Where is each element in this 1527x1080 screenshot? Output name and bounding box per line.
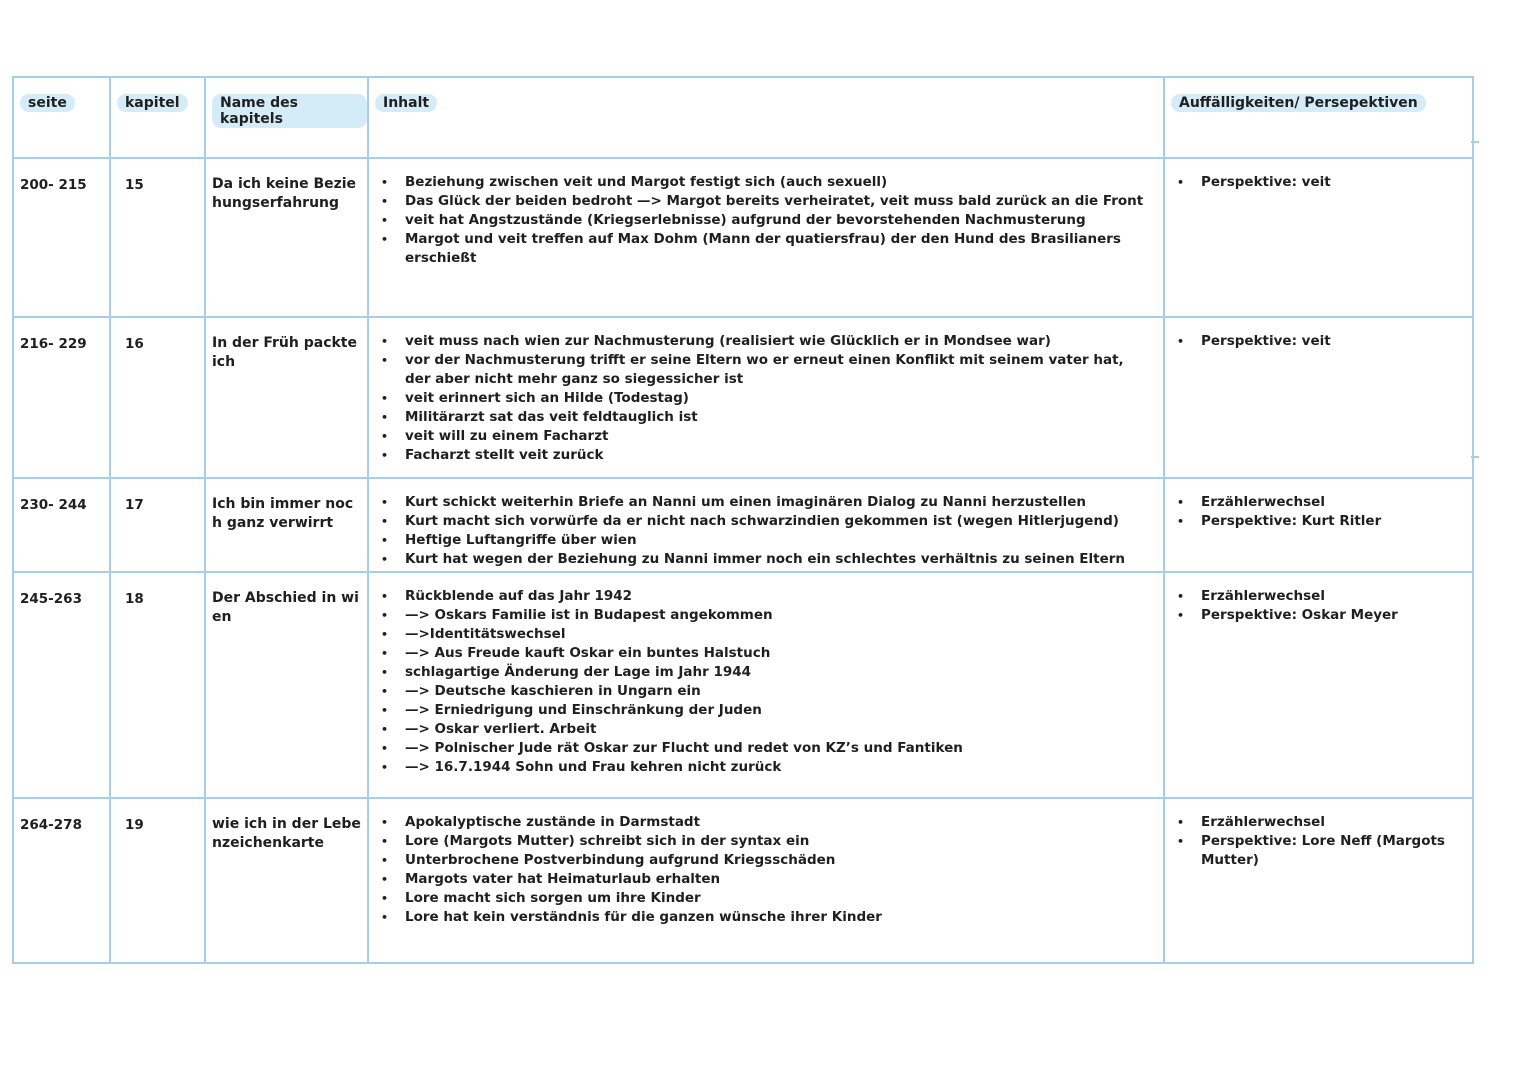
cell-kapitel: 15 — [110, 158, 205, 317]
header-row — [13, 77, 1473, 158]
list-item: • Lore macht sich sorgen um ihre Kinder — [381, 889, 1153, 908]
table-row — [13, 317, 1473, 478]
table-row — [13, 478, 1473, 572]
list-item: • —>Identitätswechsel — [381, 625, 1153, 644]
cell-name: Da ich keine Beziehungserfahrung — [205, 158, 368, 317]
perspective-list — [1177, 173, 1462, 192]
list-item: • Kurt macht sich vorwürfe da er nicht nach schwarzindien gekommen ist (wegen Hitlerjugend) — [381, 512, 1153, 531]
list-item: • Beziehung zwischen veit und Margot festigt sich (auch sexuell) — [381, 173, 1153, 192]
cell-name: Ich bin immer noch ganz verwirrt — [205, 478, 368, 572]
inhalt-list — [381, 493, 1153, 569]
table-row — [13, 158, 1473, 317]
perspective-list — [1177, 813, 1462, 870]
perspective-list — [1177, 332, 1462, 351]
list-item: • vor der Nachmusterung trifft er seine Eltern wo er erneut einen Konflikt mit seinem vater hat, der aber nicht mehr ganz so siegessicher ist — [381, 351, 1153, 389]
header-seite: seite — [13, 77, 110, 158]
list-item: • Erzählerwechsel — [1177, 493, 1462, 512]
list-item: • Kurt hat wegen der Beziehung zu Nanni immer noch ein schlechtes verhältnis zu seinen Eltern — [381, 550, 1153, 569]
list-item: • Rückblende auf das Jahr 1942 — [381, 587, 1153, 606]
cell-auffaelligkeiten — [1164, 317, 1473, 478]
list-item: • —> Oskars Familie ist in Budapest angekommen — [381, 606, 1153, 625]
cell-kapitel: 17 — [110, 478, 205, 572]
cell-auffaelligkeiten — [1164, 158, 1473, 317]
table-row — [13, 572, 1473, 798]
header-inhalt: Inhalt — [368, 77, 1164, 158]
list-item: • Lore hat kein verständnis für die ganzen wünsche ihrer Kinder — [381, 908, 1153, 927]
inhalt-list — [381, 332, 1153, 465]
header-auffaelligkeiten: Auffälligkeiten/ Persepektiven — [1164, 77, 1473, 158]
cell-inhalt — [368, 317, 1164, 478]
table-border-tick — [1471, 456, 1479, 458]
list-item: • schlagartige Änderung der Lage im Jahr 1944 — [381, 663, 1153, 682]
list-item: • —> Oskar verliert. Arbeit — [381, 720, 1153, 739]
list-item: • Perspektive: veit — [1177, 332, 1462, 351]
list-item: • Margot und veit treffen auf Max Dohm (Mann der quatiersfrau) der den Hund des Brasilianers erschießt — [381, 230, 1153, 268]
cell-auffaelligkeiten — [1164, 478, 1473, 572]
inhalt-list — [381, 173, 1153, 268]
list-item: • —> Aus Freude kauft Oskar ein buntes Halstuch — [381, 644, 1153, 663]
cell-name: Der Abschied in wien — [205, 572, 368, 798]
perspective-list — [1177, 587, 1462, 625]
table-border-tick — [1471, 141, 1479, 143]
list-item: • —> Polnischer Jude rät Oskar zur Flucht und redet von KZ’s und Fantiken — [381, 739, 1153, 758]
list-item: • Erzählerwechsel — [1177, 587, 1462, 606]
table-row — [13, 798, 1473, 963]
list-item: • —> 16.7.1944 Sohn und Frau kehren nicht zurück — [381, 758, 1153, 777]
list-item: • Perspektive: Lore Neff (Margots Mutter) — [1177, 832, 1462, 870]
list-item: • Heftige Luftangriffe über wien — [381, 531, 1153, 550]
list-item: • veit will zu einem Facharzt — [381, 427, 1153, 446]
cell-inhalt — [368, 798, 1164, 963]
cell-seite: 264-278 — [13, 798, 110, 963]
list-item: • Facharzt stellt veit zurück — [381, 446, 1153, 465]
cell-kapitel: 16 — [110, 317, 205, 478]
list-item: • Das Glück der beiden bedroht —> Margot bereits verheiratet, veit muss bald zurück an die Front — [381, 192, 1153, 211]
list-item: • veit erinnert sich an Hilde (Todestag) — [381, 389, 1153, 408]
cell-inhalt — [368, 158, 1164, 317]
list-item: • —> Deutsche kaschieren in Ungarn ein — [381, 682, 1153, 701]
cell-inhalt — [368, 478, 1164, 572]
cell-auffaelligkeiten — [1164, 798, 1473, 963]
header-kapitel: kapitel — [110, 77, 205, 158]
list-item: • Perspektive: Kurt Ritler — [1177, 512, 1462, 531]
cell-kapitel: 18 — [110, 572, 205, 798]
cell-name: In der Früh packte ich — [205, 317, 368, 478]
header-name: Name des kapitels — [205, 77, 368, 158]
list-item: • Perspektive: Oskar Meyer — [1177, 606, 1462, 625]
cell-auffaelligkeiten — [1164, 572, 1473, 798]
list-item: • veit muss nach wien zur Nachmusterung (realisiert wie Glücklich er in Mondsee war) — [381, 332, 1153, 351]
list-item: • Margots vater hat Heimaturlaub erhalten — [381, 870, 1153, 889]
chapter-summary-table — [12, 76, 1474, 964]
list-item: • Erzählerwechsel — [1177, 813, 1462, 832]
list-item: • Militärarzt sat das veit feldtauglich ist — [381, 408, 1153, 427]
cell-inhalt — [368, 572, 1164, 798]
inhalt-list — [381, 587, 1153, 777]
cell-seite: 230- 244 — [13, 478, 110, 572]
list-item: • Kurt schickt weiterhin Briefe an Nanni um einen imaginären Dialog zu Nanni herzustellen — [381, 493, 1153, 512]
cell-seite: 216- 229 — [13, 317, 110, 478]
list-item: • —> Erniedrigung und Einschränkung der Juden — [381, 701, 1153, 720]
list-item: • Lore (Margots Mutter) schreibt sich in der syntax ein — [381, 832, 1153, 851]
list-item: • Unterbrochene Postverbindung aufgrund Kriegsschäden — [381, 851, 1153, 870]
inhalt-list — [381, 813, 1153, 927]
perspective-list — [1177, 493, 1462, 531]
cell-kapitel: 19 — [110, 798, 205, 963]
cell-name: wie ich in der Lebenzeichenkarte — [205, 798, 368, 963]
cell-seite: 200- 215 — [13, 158, 110, 317]
cell-seite: 245-263 — [13, 572, 110, 798]
list-item: • veit hat Angstzustände (Kriegserlebnisse) aufgrund der bevorstehenden Nachmusterung — [381, 211, 1153, 230]
list-item: • Perspektive: veit — [1177, 173, 1462, 192]
list-item: • Apokalyptische zustände in Darmstadt — [381, 813, 1153, 832]
